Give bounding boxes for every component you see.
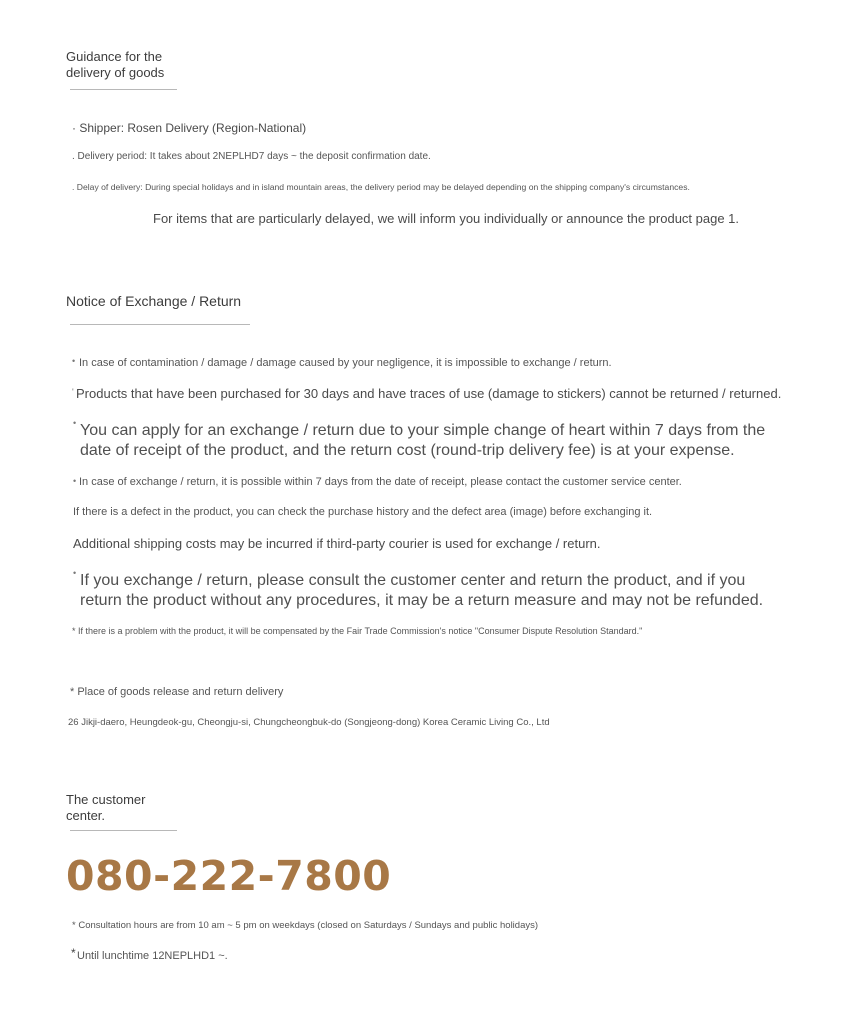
delivery-heading: Guidance for the delivery of goods (66, 49, 165, 80)
bullet-mark: ' (72, 387, 74, 397)
release-place-label: * Place of goods release and return delivery (70, 686, 284, 698)
customer-center-heading: The customer center. (66, 792, 146, 823)
delivery-delay-text: . Delay of delivery: During special holidays and in island mountain areas, the delivery period may be delayed depending on the shipping company's circumstances. (72, 182, 690, 192)
exchange-item-shipping-costs: Additional shipping costs may be incurred if third-party courier is used for exchange / return. (73, 536, 601, 551)
exchange-item-defect: If there is a defect in the product, you can check the purchase history and the defect area (image) before exchanging it. (73, 506, 653, 518)
lunch-time: Until lunchtime 12NEPLHD1 ~. (77, 950, 228, 962)
exchange-item-simple-change: You can apply for an exchange / return due to your simple change of heart within 7 days from the date of receipt of the product, and the return cost (round-trip delivery fee) is at your expense. (80, 422, 766, 459)
exchange-item-30days: Products that have been purchased for 30 days and have traces of use (damage to stickers) cannot be returned / returned. (76, 386, 782, 401)
delivery-period-text: . Delivery period: It takes about 2NEPLHD7 days ~ the deposit confirmation date. (72, 151, 431, 162)
delayed-items-notice: For items that are particularly delayed, we will inform you individually or announce the product page 1. (153, 211, 740, 226)
release-address: 26 Jikji-daero, Heungdeok-gu, Cheongju-si, Chungcheongbuk-do (Songjeong-dong) Korea Ceramic Living Co., Ltd (68, 717, 550, 728)
exchange-heading-underline (70, 324, 250, 325)
bullet-mark: • (73, 418, 77, 428)
customer-phone-number: 080-222-7800 (66, 852, 392, 900)
exchange-item-compensation: * If there is a problem with the product, it will be compensated by the Fair Trade Commission's notice "Consumer Dispute Resolution Standard." (72, 626, 643, 636)
exchange-item-contamination: In case of contamination / damage / damage caused by your negligence, it is impossible to exchange / return. (79, 357, 612, 369)
shipper-text: · Shipper: Rosen Delivery (Region-National) (72, 121, 307, 135)
exchange-heading: Notice of Exchange / Return (66, 293, 242, 309)
lunch-asterisk: * (71, 946, 76, 960)
exchange-item-within-7days: In case of exchange / return, it is possible within 7 days from the date of receipt, please contact the customer service center. (79, 476, 682, 488)
exchange-item-consult: If you exchange / return, please consult the customer center and return the product, and if you return the product without any procedures, it may be a return measure and may not be refunded. (80, 572, 764, 609)
bullet-mark: • (73, 476, 77, 486)
bullet-mark: • (72, 356, 76, 366)
bullet-mark: • (73, 568, 77, 578)
customer-heading-underline (70, 830, 177, 831)
delivery-heading-underline (70, 89, 177, 90)
consultation-hours: * Consultation hours are from 10 am ~ 5 pm on weekdays (closed on Saturdays / Sundays and public holidays) (72, 920, 539, 931)
